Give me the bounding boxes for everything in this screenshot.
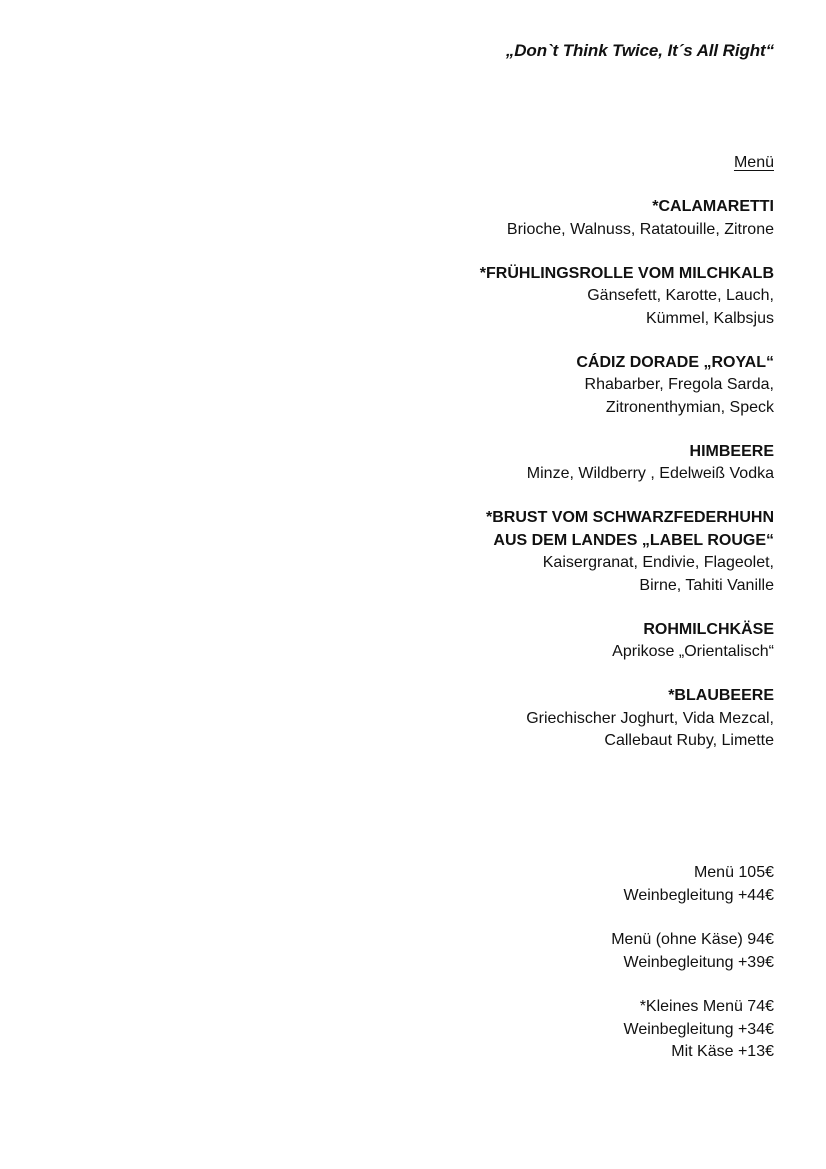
course-title: *BLAUBEERE (668, 687, 774, 704)
price-line: Weinbegleitung +44€ (623, 886, 774, 904)
course-description: Brioche, Walnuss, Ratatouille, Zitrone (506, 220, 774, 238)
course-title: *BRUST VOM SCHWARZFEDERHUHN AUS DEM LANDES „LABEL ROUGE“ (486, 509, 774, 549)
course-title: ROHMILCHKÄSE (643, 620, 774, 638)
course-item (354, 196, 774, 241)
price-group-full-menu (354, 862, 774, 907)
price-line: Weinbegleitung +34€ (623, 1020, 774, 1038)
price-list (354, 862, 774, 1086)
course-item (354, 685, 774, 753)
course-title: *FRÜHLINGSROLLE VOM MILCHKALB (479, 264, 774, 282)
price-group-small-menu (354, 996, 774, 1064)
course-description: Gänsefett, Karotte, Lauch, Kümmel, Kalbsjus (587, 287, 774, 327)
course-description: Kaisergranat, Endivie, Flageolet, Birne, Tahiti Vanille (542, 554, 774, 594)
course-item (354, 619, 774, 664)
course-item (354, 441, 774, 486)
course-item (354, 263, 774, 331)
course-description: Rhabarber, Fregola Sarda, Zitronenthymian, Speck (584, 376, 774, 416)
course-title: CÁDIZ DORADE „ROYAL“ (576, 353, 774, 371)
course-description: Griechischer Joghurt, Vida Mezcal, Callebaut Ruby, Limette (526, 709, 774, 749)
motto-title: „Don`t Think Twice, It´s All Right“ (505, 41, 774, 60)
price-line: Weinbegleitung +39€ (623, 953, 774, 971)
price-line: Mit Käse +13€ (671, 1043, 774, 1060)
price-line: *Kleines Menü 74€ (639, 998, 774, 1015)
course-item (354, 352, 774, 420)
course-item (354, 507, 774, 597)
price-line: Menü (ohne Käse) 94€ (611, 931, 774, 948)
menu-heading: Menü (733, 154, 774, 171)
course-description: Aprikose „Orientalisch“ (612, 643, 774, 660)
course-title: *CALAMARETTI (652, 198, 774, 215)
course-title: HIMBEERE (689, 442, 774, 460)
price-line: Menü 105€ (693, 864, 774, 881)
course-description: Minze, Wildberry , Edelweiß Vodka (526, 465, 774, 482)
course-list (354, 196, 774, 774)
price-group-menu-without-cheese (354, 929, 774, 974)
